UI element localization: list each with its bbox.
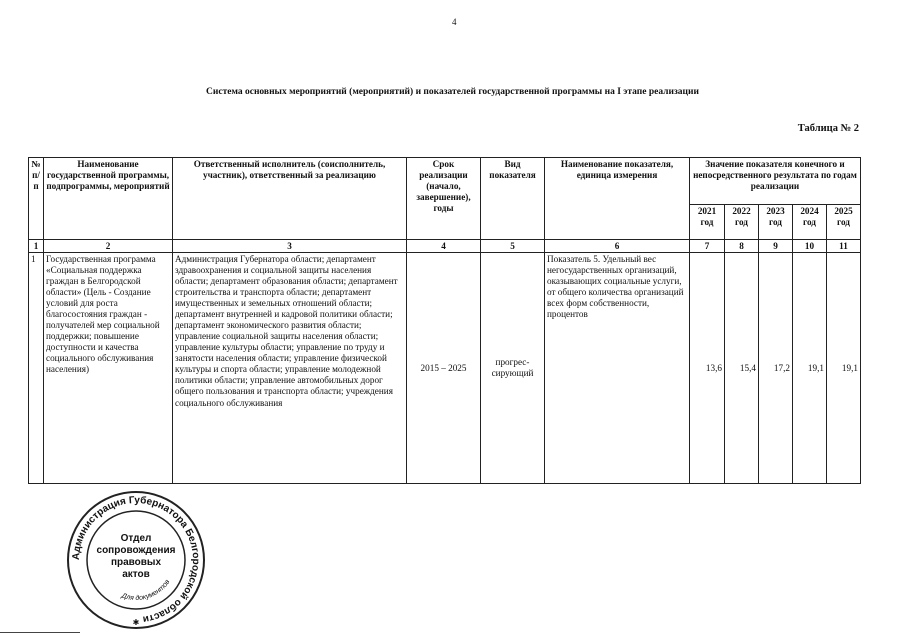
- stamp-inner-text: Для документов: [120, 578, 172, 603]
- measures-table: [28, 157, 861, 484]
- column-number: 5: [481, 240, 545, 253]
- header-type: Вид показателя: [481, 158, 545, 240]
- header-executor: Ответственный исполнитель (соисполнитель, участник), ответственный за реализацию: [173, 158, 407, 240]
- column-number: 2: [44, 240, 173, 253]
- header-year-2022: 2022 год: [725, 205, 759, 240]
- header-term: Срок реализации (начало, завершение), годы: [407, 158, 481, 240]
- header-name: Наименование государственной программы, подпрограммы, мероприятий: [44, 158, 173, 240]
- stamp-star-icon: ✱: [132, 618, 140, 627]
- row-program-name: Государственная программа «Социальная поддержка граждан в Белгородской области» (Цель - Создание условий для роста благосостояния граждан - получателей мер социальной поддержки; повышение доступности и качества социального обслуживания населения): [44, 253, 173, 484]
- table-row: [29, 253, 861, 484]
- column-number: 10: [793, 240, 827, 253]
- row-value-2022: 15,4: [725, 253, 759, 484]
- page-number: 4: [452, 17, 457, 27]
- bottom-divider: [0, 632, 80, 633]
- stamp-center-text: Отдел сопровождения правовых актов: [96, 533, 176, 580]
- header-year-2021: 2021 год: [690, 205, 725, 240]
- header-indicator: Наименование показателя, единица измерения: [545, 158, 690, 240]
- header-year-2023: 2023 год: [759, 205, 793, 240]
- row-indicator-name: Показатель 5. Удельный вес негосударственных организаций, оказывающих социальные услуги, от общего количества организаций всех форм собственности, процентов: [545, 253, 690, 484]
- header-year-2024: 2024 год: [793, 205, 827, 240]
- row-value-2021: 13,6: [690, 253, 725, 484]
- column-number: 1: [29, 240, 44, 253]
- row-indicator-type: прогрес-сирующий: [481, 253, 545, 484]
- stamp-ring-text: Администрация Губернатора Белгородской области: [70, 494, 202, 625]
- header-num: № п/п: [29, 158, 44, 240]
- header-row: [29, 158, 861, 205]
- table-label: Таблица № 2: [797, 123, 859, 134]
- column-number: 7: [690, 240, 725, 253]
- column-number: 8: [725, 240, 759, 253]
- column-number: 6: [545, 240, 690, 253]
- row-executor: Администрация Губернатора области; департамент здравоохранения и социальной защиты населения области; департамент образования области; департамент строительства и транспорта области; департамент имущественных и земельных отношений области; департамент внутренней и кадровой политики области; департамент экономического развития области; управление социальной защиты населения области; управление культуры области; управление по труду и занятости населения области; управление физической культуры и спорта области; управление молодежной политики области; управление автомобильных дорог общего пользования и транспорта области; учреждения социального обслуживания: [173, 253, 407, 484]
- column-number: 3: [173, 240, 407, 253]
- header-year-2025: 2025 год: [827, 205, 861, 240]
- header-values-group: Значение показателя конечного и непосредственного результата по годам реализации: [690, 158, 861, 205]
- column-numbers-row: [29, 240, 861, 253]
- document-title: Система основных мероприятий (мероприятий) и показателей государственной программы на I этапе реализации: [206, 87, 699, 97]
- row-num: 1: [29, 253, 44, 484]
- row-value-2025: 19,1: [827, 253, 861, 484]
- column-number: 4: [407, 240, 481, 253]
- row-value-2023: 17,2: [759, 253, 793, 484]
- row-value-2024: 19,1: [793, 253, 827, 484]
- row-term: 2015 – 2025: [407, 253, 481, 484]
- column-number: 9: [759, 240, 793, 253]
- column-number: 11: [827, 240, 861, 253]
